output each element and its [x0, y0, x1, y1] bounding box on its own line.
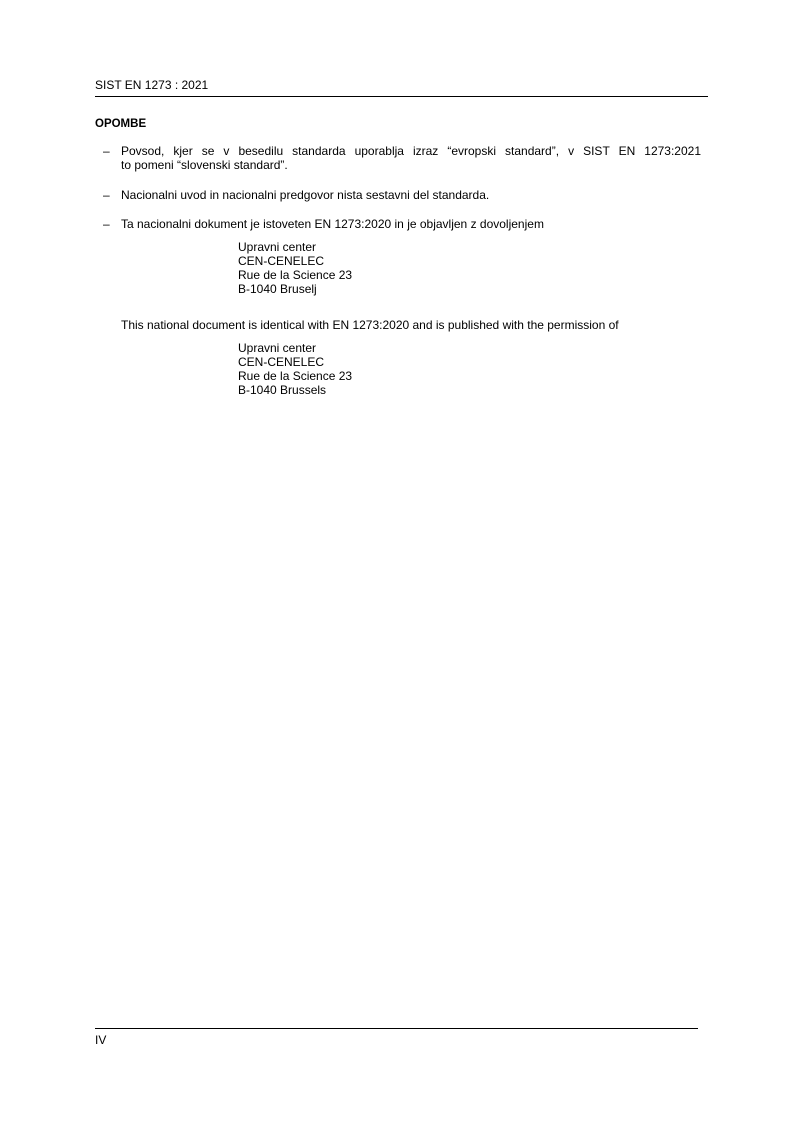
address-line: B-1040 Bruselj — [238, 282, 317, 296]
note-3-line-1: Ta nacionalni dokument je istoveten EN 1273:2020 in je objavljen z dovoljenjem — [121, 217, 544, 231]
address-line: B-1040 Brussels — [238, 383, 327, 397]
page-number: IV — [95, 1033, 107, 1047]
address-line: Rue de la Science 23 — [238, 268, 353, 282]
list-dash: – — [103, 188, 110, 202]
address-line: CEN-CENELEC — [238, 254, 325, 268]
footer-divider — [95, 1028, 698, 1029]
english-statement: This national document is identical with EN 1273:2020 and is published with the permission of — [121, 318, 619, 332]
section-title: OPOMBE — [95, 118, 147, 130]
address-line: Upravni center — [238, 341, 317, 355]
note-1-line-1: Povsod, kjer se v besedilu standarda uporablja izraz “evropski standard”, v SIST EN 1273:2021 — [121, 144, 701, 158]
address-line: Upravni center — [238, 240, 317, 254]
header-divider — [95, 96, 708, 97]
note-1-line-2: to pomeni “slovenski standard”. — [121, 158, 288, 172]
note-2-line-1: Nacionalni uvod in nacionalni predgovor nista sestavni del standarda. — [121, 188, 490, 202]
address-line: CEN-CENELEC — [238, 355, 325, 369]
list-dash: – — [103, 144, 110, 158]
address-block-english — [238, 341, 352, 397]
address-line: Rue de la Science 23 — [238, 369, 353, 383]
address-block-slovene — [238, 240, 352, 296]
list-dash: – — [103, 217, 110, 231]
document-header: SIST EN 1273 : 2021 — [95, 78, 209, 92]
